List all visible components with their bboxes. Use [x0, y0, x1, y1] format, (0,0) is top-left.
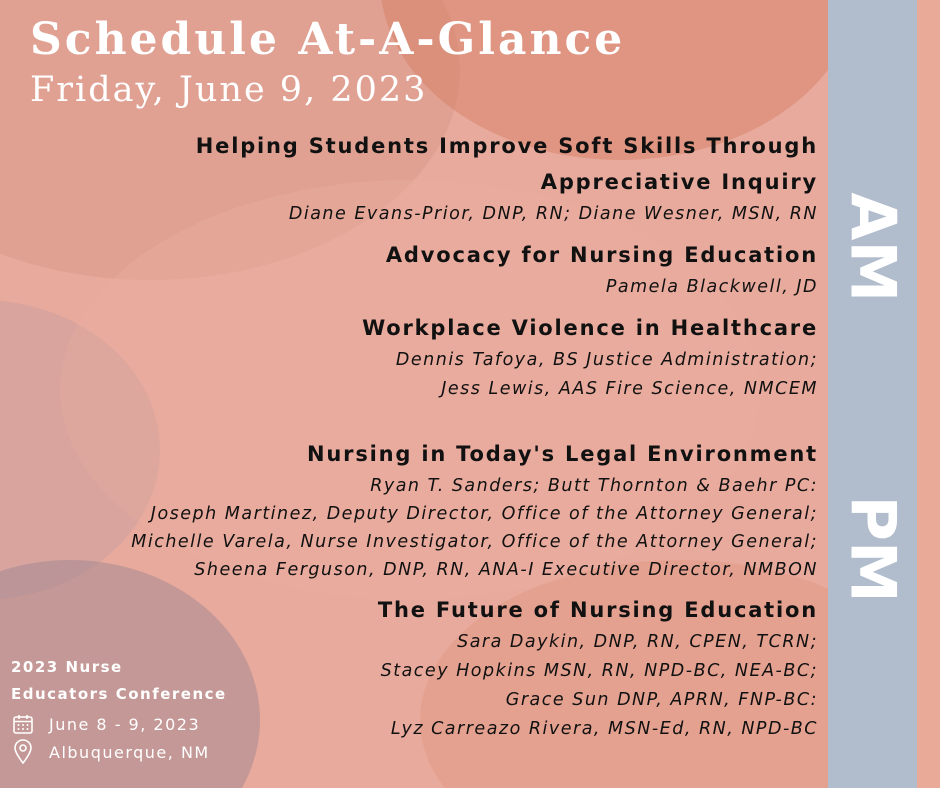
conference-name: 2023 Nurse [11, 658, 123, 676]
session-speaker: Dennis Tafoya, BS Justice Administration; [395, 350, 818, 370]
page-subtitle: Friday, June 9, 2023 [30, 70, 428, 110]
session-item [38, 128, 818, 229]
session-speaker: Jess Lewis, AAS Fire Science, NMCEM [441, 379, 818, 399]
session-title: The Future of Nursing Education [377, 598, 818, 622]
session-speaker: Lyz Carreazo Rivera, MSN-Ed, RN, NPD-BC [390, 719, 818, 739]
conference-dates-text: June 8 - 9, 2023 [49, 714, 201, 734]
session-title: Helping Students Improve Soft Skills Through [195, 134, 818, 158]
right-edge-strip [917, 0, 940, 788]
page-title: Schedule At-A-Glance [30, 14, 626, 65]
conference-name: Educators Conference [11, 685, 227, 703]
time-sidebar [828, 0, 917, 788]
session-item [38, 237, 818, 302]
session-title: Nursing in Today's Legal Environment [307, 442, 818, 466]
session-speaker: Grace Sun DNP, APRN, FNP-BC: [505, 690, 818, 710]
session-speaker: Joseph Martinez, Deputy Director, Office of the Attorney General; [150, 504, 818, 524]
session-item [38, 310, 818, 404]
session-title: Workplace Violence in Healthcare [362, 316, 818, 340]
session-speaker: Ryan T. Sanders; Butt Thornton & Baehr PC: [370, 476, 818, 496]
session-speaker: Sara Daykin, DNP, RN, CPEN, TCRN; [457, 632, 818, 652]
session-list [38, 128, 818, 744]
conference-info [11, 654, 227, 764]
session-speaker: Sheena Ferguson, DNP, RN, ANA-I Executive Director, NMBON [194, 560, 818, 580]
session-speaker: Diane Evans-Prior, DNP, RN; Diane Wesner, MSN, RN [288, 204, 818, 224]
map-pin-icon [11, 740, 35, 764]
conference-location-text: Albuquerque, NM [49, 742, 210, 762]
session-title: Appreciative Inquiry [540, 170, 818, 194]
calendar-icon [11, 712, 35, 736]
conference-dates [11, 712, 227, 736]
session-speaker: Pamela Blackwell, JD [605, 277, 818, 297]
conference-location [11, 740, 227, 764]
session-speaker: Stacey Hopkins MSN, RN, NPD-BC, NEA-BC; [380, 661, 818, 681]
session-speaker: Michelle Varela, Nurse Investigator, Office of the Attorney General; [131, 532, 818, 552]
session-item [38, 436, 818, 584]
pm-label: PM [836, 495, 910, 603]
session-title: Advocacy for Nursing Education [385, 243, 818, 267]
am-label: AM [836, 192, 910, 303]
